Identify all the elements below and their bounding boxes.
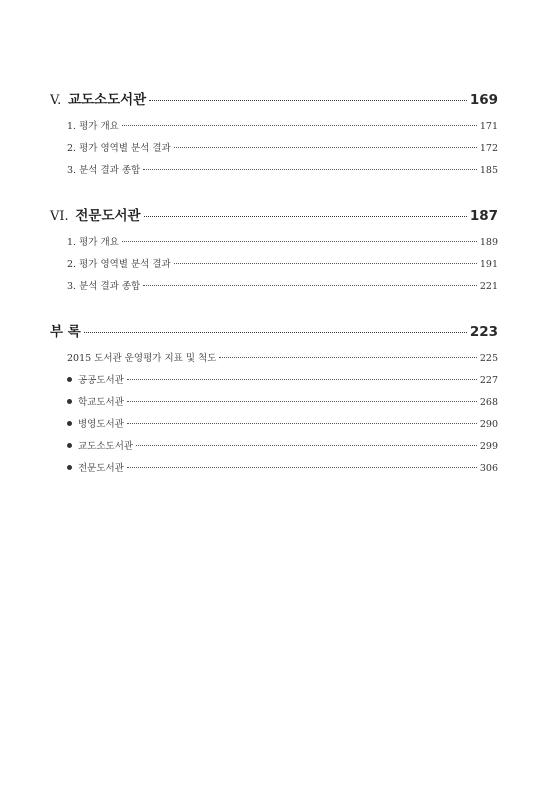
toc-entry[interactable] <box>50 162 498 184</box>
toc-heading-label <box>50 204 141 224</box>
section-numeral: V. <box>50 93 62 108</box>
entry-label: 3. 분석 결과 종합 <box>67 165 141 176</box>
entry-label: 학교도서관 <box>78 397 124 408</box>
toc-entry[interactable] <box>50 460 498 482</box>
entry-label: 교도소도서관 <box>78 441 134 452</box>
section-title: 전문도서관 <box>75 208 141 224</box>
toc-entry[interactable] <box>50 140 498 162</box>
page-number: 221 <box>479 281 498 292</box>
dot-leader <box>143 285 477 286</box>
toc-section-appendix <box>50 320 498 482</box>
entry-label: 1. 평가 개요 <box>67 121 119 132</box>
page-number: 268 <box>479 397 498 408</box>
page-number: 227 <box>479 375 498 386</box>
table-of-contents <box>50 88 498 482</box>
page-number: 191 <box>479 259 498 270</box>
entry-label: 공공도서관 <box>78 375 124 386</box>
page-number: 172 <box>479 143 498 154</box>
toc-entry[interactable] <box>50 234 498 256</box>
dot-leader <box>127 401 477 402</box>
bullet-icon <box>67 421 72 426</box>
dot-leader <box>219 357 476 358</box>
section-title: 교도소도서관 <box>67 92 147 108</box>
toc-entry[interactable] <box>50 256 498 278</box>
entry-label: 3. 분석 결과 종합 <box>67 281 141 292</box>
toc-section-prison-library <box>50 88 498 184</box>
entry-label: 1. 평가 개요 <box>67 237 119 248</box>
bullet-icon <box>67 465 72 470</box>
bullet-icon <box>67 399 72 404</box>
entry-label: 2015 도서관 운영평가 지표 및 척도 <box>67 353 217 364</box>
entry-label-with-bullet <box>67 416 124 430</box>
dot-leader <box>174 147 477 148</box>
entry-label-with-bullet <box>67 394 124 408</box>
toc-entry[interactable] <box>50 394 498 416</box>
page-number: 290 <box>479 419 498 430</box>
page-number: 299 <box>479 441 498 452</box>
dot-leader <box>149 100 467 101</box>
toc-heading[interactable] <box>50 88 498 118</box>
dot-leader <box>122 125 477 126</box>
toc-entry[interactable] <box>50 278 498 300</box>
dot-leader <box>136 445 477 446</box>
section-title: 부 록 <box>50 324 81 340</box>
dot-leader <box>143 169 477 170</box>
dot-leader <box>174 263 477 264</box>
bullet-icon <box>67 377 72 382</box>
dot-leader <box>127 423 477 424</box>
page-number: 185 <box>479 165 498 176</box>
toc-entry[interactable] <box>50 118 498 140</box>
dot-leader <box>122 241 477 242</box>
page-number: 223 <box>469 324 498 340</box>
toc-section-special-library <box>50 204 498 300</box>
entry-label-with-bullet <box>67 460 124 474</box>
entry-label-with-bullet <box>67 438 133 452</box>
entry-label: 2. 평가 영역별 분석 결과 <box>67 259 171 270</box>
toc-heading[interactable] <box>50 204 498 234</box>
toc-heading-label <box>50 88 146 108</box>
entry-label: 병영도서관 <box>78 419 124 430</box>
dot-leader <box>144 216 467 217</box>
entry-label: 2. 평가 영역별 분석 결과 <box>67 143 171 154</box>
page-number: 171 <box>479 121 498 132</box>
dot-leader <box>84 332 467 333</box>
page-number: 306 <box>479 463 498 474</box>
dot-leader <box>127 467 477 468</box>
page-number: 169 <box>469 92 498 108</box>
toc-entry[interactable] <box>50 350 498 372</box>
toc-entry[interactable] <box>50 438 498 460</box>
toc-entry[interactable] <box>50 372 498 394</box>
toc-heading[interactable] <box>50 320 498 350</box>
entry-label-with-bullet <box>67 372 124 386</box>
page-number: 225 <box>479 353 498 364</box>
section-numeral: VI. <box>50 209 69 224</box>
entry-label: 전문도서관 <box>78 463 124 474</box>
dot-leader <box>127 379 477 380</box>
page-number: 189 <box>479 237 498 248</box>
toc-entry[interactable] <box>50 416 498 438</box>
bullet-icon <box>67 443 72 448</box>
page-number: 187 <box>469 208 498 224</box>
